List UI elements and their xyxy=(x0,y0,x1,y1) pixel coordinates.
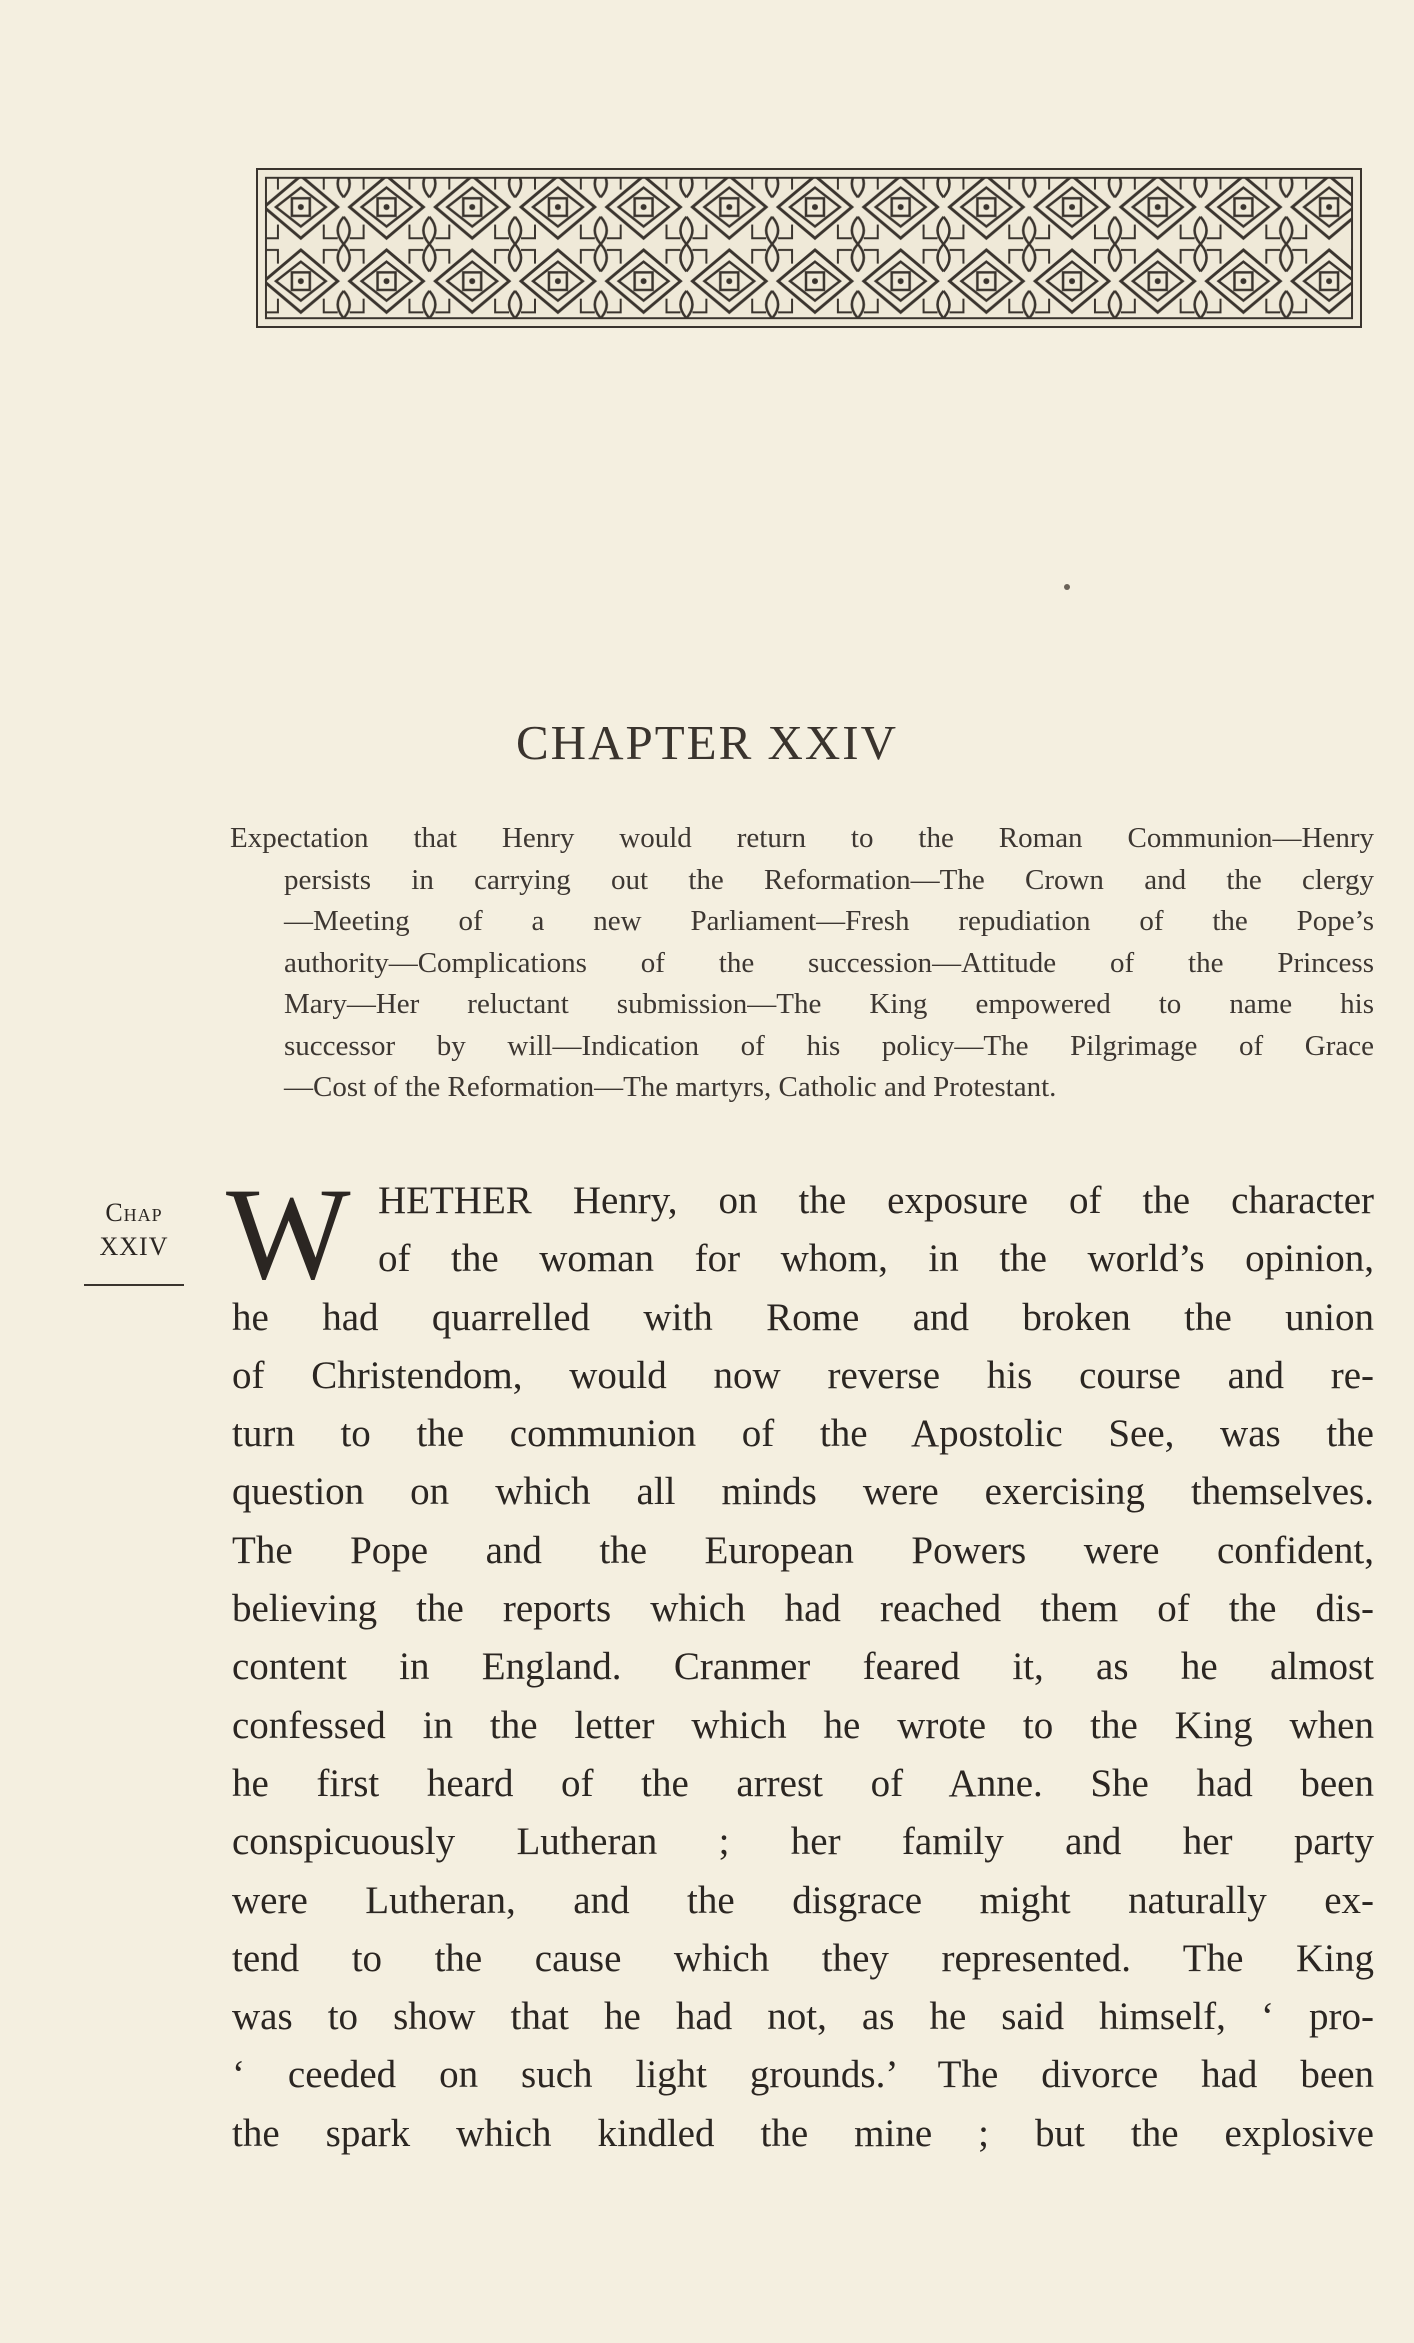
body-line: conspicuously Lutheran ; her family and her party xyxy=(232,1820,1374,1864)
body-line: confessed in the letter which he wrote to the King when xyxy=(232,1703,1374,1747)
body-line: HETHER Henry, on the exposure of the character xyxy=(378,1179,1374,1222)
chapter-title: CHAPTER XXIV xyxy=(516,715,898,770)
synopsis-line: persists in carrying out the Reformation—The Crown and the clergy xyxy=(284,863,1374,896)
margin-chapter-note xyxy=(84,1196,184,1264)
drop-cap: W xyxy=(226,1160,351,1307)
body-line: content in England. Cranmer feared it, as he almost xyxy=(232,1645,1374,1689)
body-line: were Lutheran, and the disgrace might naturally ex- xyxy=(232,1878,1374,1922)
margin-chap-label: Chap xyxy=(105,1198,163,1227)
body-line: the spark which kindled the mine ; but the explosive xyxy=(232,2111,1374,2155)
body-line: he had quarrelled with Rome and broken the union xyxy=(232,1295,1374,1339)
synopsis-line: Expectation that Henry would return to the Roman Communion—Henry xyxy=(230,822,1374,854)
body-line: question on which all minds were exercising themselves. xyxy=(232,1470,1374,1514)
ornamental-headpiece xyxy=(256,168,1362,328)
body-line: tend to the cause which they represented. The King xyxy=(232,1936,1374,1980)
body-line: was to show that he had not, as he said himself, ‘ pro- xyxy=(232,1995,1374,2039)
synopsis-line: —Cost of the Reformation—The martyrs, Catholic and Protestant. xyxy=(284,1071,1057,1103)
margin-chap-number: XXIV xyxy=(99,1232,169,1261)
body-line: believing the reports which had reached them of the dis- xyxy=(232,1587,1374,1631)
ink-speck xyxy=(1064,584,1070,590)
body-line: The Pope and the European Powers were confident, xyxy=(232,1528,1374,1572)
synopsis-line: authority—Complications of the succession—Attitude of the Princess xyxy=(284,946,1374,979)
body-line: turn to the communion of the Apostolic See, was the xyxy=(232,1412,1374,1456)
synopsis-line: successor by will—Indication of his policy—The Pilgrimage of Grace xyxy=(284,1029,1374,1062)
body-line: ‘ ceeded on such light grounds.’ The divorce had been xyxy=(232,2053,1374,2097)
body-line: of Christendom, would now reverse his course and re- xyxy=(232,1353,1374,1397)
body-line: he first heard of the arrest of Anne. She had been xyxy=(232,1761,1374,1805)
knotwork-ornament-icon xyxy=(258,170,1360,326)
body-paragraph xyxy=(232,1172,1374,2163)
chapter-synopsis xyxy=(230,818,1374,1109)
margin-rule xyxy=(84,1284,184,1286)
synopsis-line: —Meeting of a new Parliament—Fresh repudiation of the Pope’s xyxy=(284,905,1374,937)
body-line: of the woman for whom, in the world’s opinion, xyxy=(378,1237,1374,1281)
synopsis-line: Mary—Her reluctant submission—The King empowered to name his xyxy=(284,988,1374,1020)
